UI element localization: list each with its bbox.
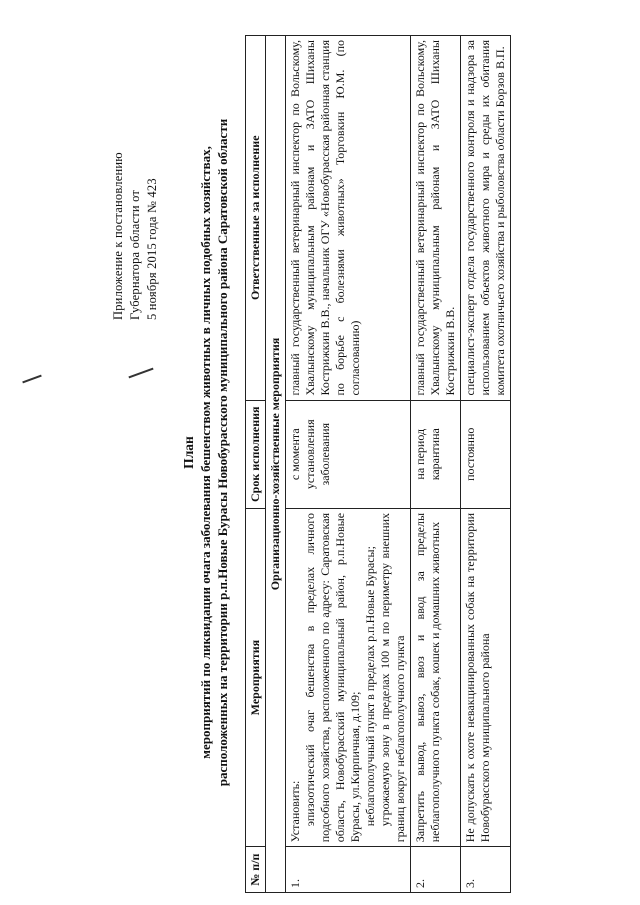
- action-item-b: неблагополучный пункт в пределах р.п.Новые Бурасы;: [363, 546, 377, 827]
- section-title: Организационно-хозяйственные мероприятия: [266, 36, 286, 893]
- action-intro: Установить:: [288, 780, 302, 843]
- table-header-row: [246, 36, 266, 893]
- row-term: с момента установления заболевания: [286, 400, 411, 508]
- header-num: № п/п: [246, 847, 266, 893]
- appendix-note: [110, 152, 161, 320]
- row-num: 3.: [461, 847, 511, 893]
- document-title: [180, 0, 231, 905]
- plan-table: [245, 35, 511, 893]
- row-responsible: главный государственный ветеринарный инспектор по Вольскому, Хвалынскому муниципальным районам и ЗАТО Шиханы Кострижкин В.В.: [411, 36, 461, 401]
- row-num: 1.: [286, 847, 411, 893]
- header-responsible: Ответственные за исполнение: [246, 36, 266, 401]
- row-term: на период карантина: [411, 400, 461, 508]
- section-row: [266, 36, 286, 893]
- row-action: Запретить вывод, вывоз, ввоз и ввод за пределы неблагополучного пункта собак, кошек и домашних животных: [411, 508, 461, 846]
- row-action: [286, 508, 411, 846]
- table-row: [411, 36, 461, 893]
- appendix-line-3: 5 ноября 2015 года № 423: [145, 178, 159, 320]
- row-responsible: главный государственный ветеринарный инспектор по Вольскому, Хвалынскому муниципальным районам и ЗАТО Шиханы Кострижкин В.В., начальник ОГУ «Новобурасская районная станция по борьбе с болезнями животных» Торговкин Ю.М. (по согласованию): [286, 36, 411, 401]
- row-responsible: специалист-эксперт отдела государственного контроля и надзора за использованием объектов животного мира и среды их обитания комитета охотничьего хозяйства и рыболовства области Борзов В.П.: [461, 36, 511, 401]
- appendix-line-2: Губернатора области от: [128, 189, 142, 320]
- header-action: Мероприятия: [246, 508, 266, 846]
- table-row: [461, 36, 511, 893]
- table-row: [286, 36, 411, 893]
- action-item-c: угрожаемую зону в пределах 100 м по периметру внешних границ вокруг неблагополучного пункта: [378, 512, 407, 843]
- row-num: 2.: [411, 847, 461, 893]
- row-term: постоянно: [461, 400, 511, 508]
- appendix-line-1: Приложение к постановлению: [111, 152, 125, 320]
- title-line-2: расположенных на территории р.п.Новые Бурасы Новобурасского муниципального района Саратовской области: [215, 118, 230, 787]
- action-item-a: эпизоотический очаг бешенства в пределах личного подсобного хозяйства, расположенного по адресу: Саратовская область, Новобурасский муниципальный район, р.п.Новые Бурасы, ул.Кирпичная, д.109;: [303, 512, 362, 843]
- header-term: Срок исполнения: [246, 400, 266, 508]
- title-heading: План: [181, 436, 196, 469]
- row-action: Не допускать к охоте невакцинированных собак на территории Новобурасского муниципального района: [461, 508, 511, 846]
- title-line-1: мероприятий по ликвидации очага заболевания бешенством животных в личных подобных хозяйствах,: [198, 146, 213, 759]
